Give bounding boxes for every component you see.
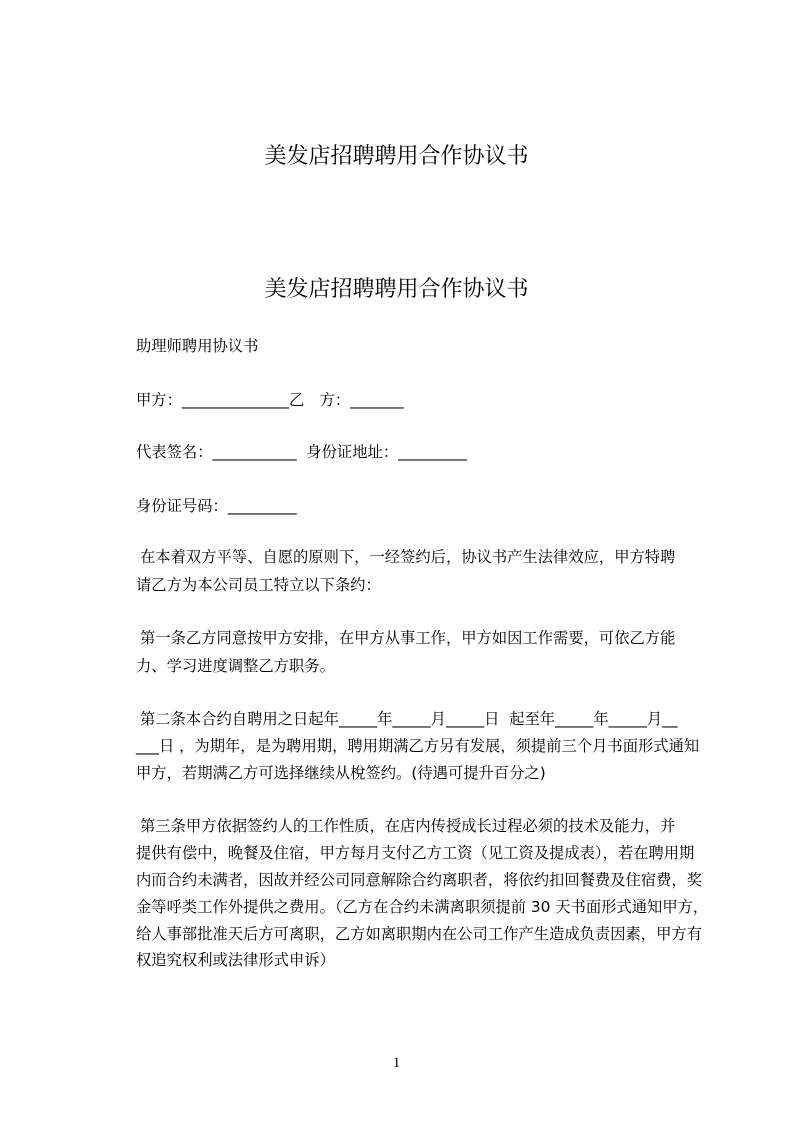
header-title: 美发店招聘聘用合作协议书 (264, 144, 529, 169)
text-line: 甲方，若期满乙方可选择继续从梲签约。(待遇可提升百分之) (136, 764, 546, 782)
subtitle: 助理师聘用协议书 (136, 337, 259, 355)
text-line: 第二条本合约自聘用之日起年_____年_____月_____日 起至年_____年_____月__ (140, 710, 678, 728)
text-line: 提供有偿中，晚餐及住宿，甲方每月支付乙方工资（见工资及提成表），若在聘用期 (136, 844, 695, 862)
page-number: 1 (392, 1055, 401, 1071)
text-line: 金等呼类工作外提供之费用。（乙方在合约未满离职须提前 30 天书面形式通知甲方， (136, 898, 709, 916)
id-number-field-line: 身份证号码：_________ (136, 497, 297, 515)
text-line: 内而合约未满者，因故并经公司同意解除合约离职者，将依约扣回餐费及住宿费，奖 (136, 871, 702, 889)
text-line: 力、学习进度调整乙方职务。 (136, 657, 335, 675)
representative-field-line: 代表签名：___________ 身份证地址：_________ (136, 443, 467, 461)
text-line: 权追究权利或法律形式申诉） (136, 951, 335, 969)
text-line: 第一条乙方同意按甲方安排，在甲方从事工作，甲方如因工作需要，可依乙方能 (140, 629, 676, 647)
party-field-line: 甲方：______________乙 方：_______ (136, 391, 404, 409)
text-line: 第三条甲方依据签约人的工作性质，在店内传授成长过程必须的技术及能力，并 (140, 817, 676, 835)
text-line: 给人事部批准天后方可离职，乙方如离职期内在公司工作产生造成负责因素，甲方有 (136, 925, 702, 943)
text-line: ___日 ，为期年，是为聘用期，聘用期满乙方另有发展，须提前三个月书面形式通知 (136, 737, 700, 755)
document-title: 美发店招聘聘用合作协议书 (264, 277, 529, 302)
text-line: 请乙方为本公司员工特立以下条约： (136, 576, 381, 594)
text-line: 在本着双方平等、自愿的原则下，一经签约后，协议书产生法律效应，甲方特聘 (140, 548, 676, 566)
